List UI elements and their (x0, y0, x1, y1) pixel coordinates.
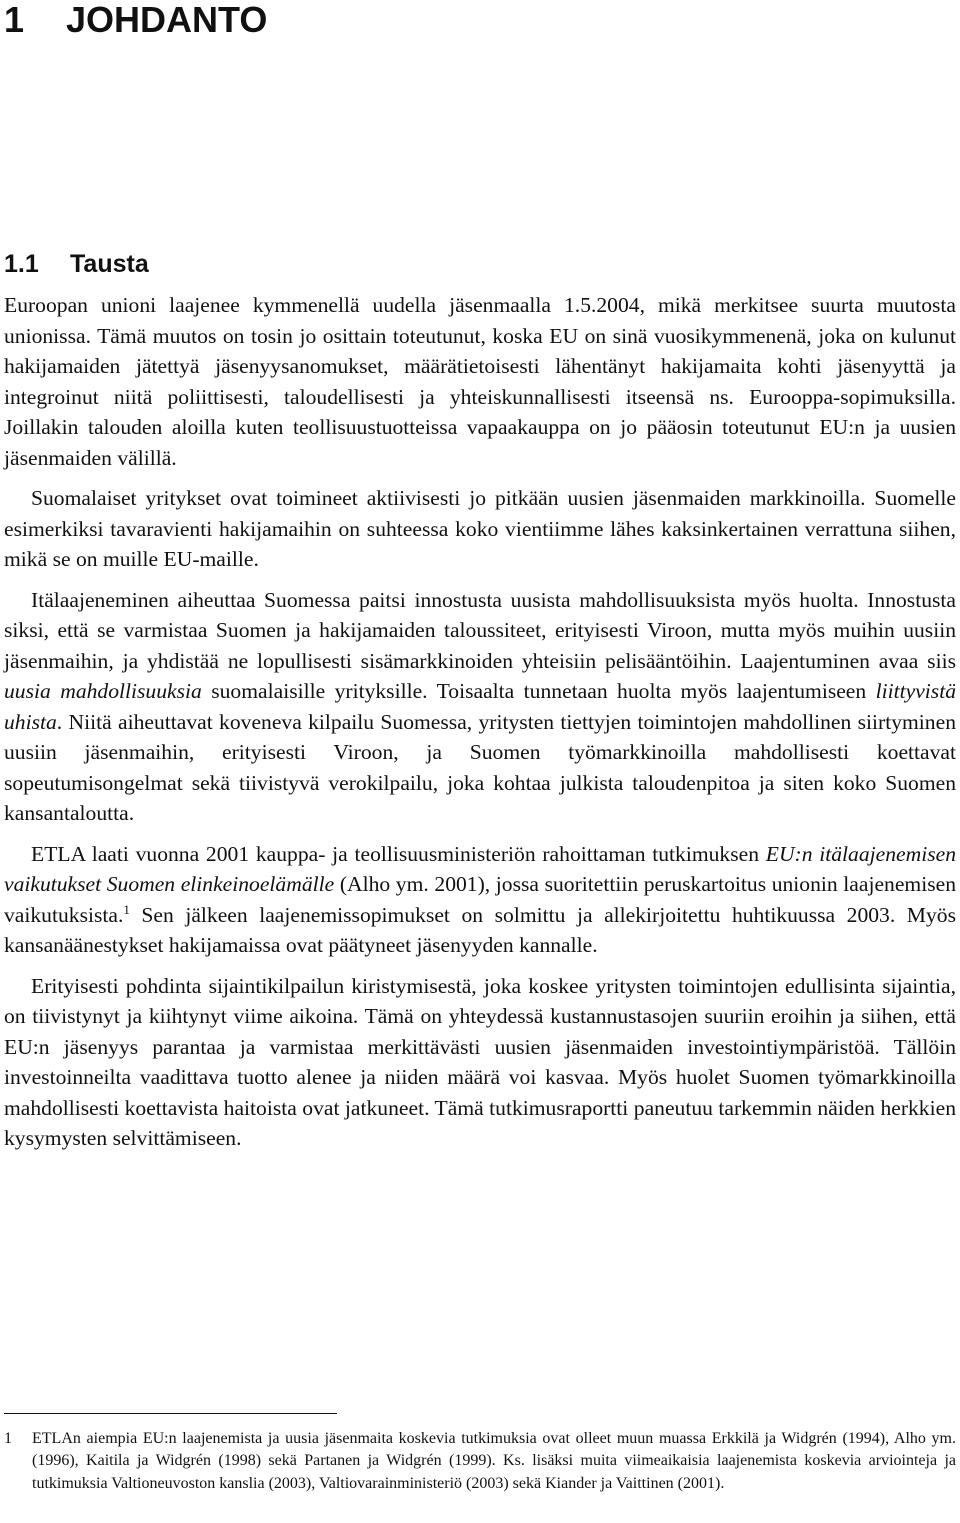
section-heading (4, 248, 149, 280)
footnote-separator (4, 1413, 337, 1414)
paragraph-5: Erityisesti pohdinta sijaintikilpailun kiristymisestä, joka koskee yritysten toimintojen edullisinta sijaintia, on tiivistynyt ja kiihtynyt viime aikoina. Tämä on yhteydessä kustannustasojen suuriin eroihin ja siihen, että EU:n jäsenyys parantaa ja varmistaa merkittävästi uusien jäsenmaiden investointiympäristöä. Tällöin investoinneilta vaadittava tuotto alenee ja niiden määrä voi kasvaa. Myös huolet Suomen työmarkkinoilla mahdollisesti koettavista haitoista ovat jatkuneet. Tämä tutkimusraportti paneutuu tarkemmin näiden herkkien kysymysten selvittämiseen. (4, 973, 956, 1150)
footnote-text: ETLAn aiempia EU:n laajenemista ja uusia jäsenmaita koskevia tutkimuksia ovat olleet muun muassa Erkkilä ja Widgrén (1994), Alho ym. (1996), Kaitila ja Widgrén (1998) sekä Partanen ja Widgrén (1999). Ks. lisäksi muita viimeaikaisia laajenemista koskevia arviointeja ja tutkimuksia Valtioneuvoston kanslia (2003), Valtiovarainministeriö (2003) sekä Kiander ja Vaittinen (2001). (32, 1430, 956, 1492)
body-text (4, 290, 956, 1164)
paragraph-4-part-b: (Alho ym. 2001), jossa suoritettiin peruskartoitus unionin laajenemisen vaikutuksista. (4, 872, 957, 927)
paragraph-1: Euroopan unioni laajenee kymmenellä uudella jäsenmaalla 1.5.2004, mikä merkitsee suurta muutosta unionissa. Tämä muutos on tosin jo osittain toteutunut, koska EU on sinä vuosikymmenenä, joka on kulunut hakijamaiden jätettyä jäsenyysanomukset, määrätietoisesti lähentänyt hakijamaita kohti jäsenyyttä ja integroinut niitä poliittisesti, taloudellisesti ja yhteiskunnallisesti itseensä ns. Eurooppa-sopimuksilla. Joillakin talouden aloilla kuten teollisuustuotteissa vapaakauppa on jo pääosin toteutunut EU:n ja uusien jäsenmaiden välillä. (4, 293, 956, 470)
paragraph-3-part-c: . Niitä aiheuttavat koveneva kilpailu Suomessa, yritysten tiettyjen toimintojen mahdollinen siirtyminen uusiin jäsenmaihin, erityisesti Viroon, ja Suomen työmarkkinoilla mahdollisesti koettavat sopeutumisongelmat sekä tiivistyvä verokilpailu, joka kohtaa julkista taloudenpitoa ja siten koko Suomen kansantaloutta. (4, 709, 956, 825)
paragraph-4 (4, 839, 956, 961)
paragraph-3-part-a: Itälaajeneminen aiheuttaa Suomessa paitsi innostusta uusista mahdollisuuksista myös huolta. Innostusta siksi, että se varmistaa Suomen ja hakijamaiden taloussiteet, erityisesti Viroon, mutta myös muihin uusiin jäsenmaihin, ja yhdistää ne lopullisesti sisämarkkinoiden yhteisiin pelisääntöihin. Laajentuminen avaa siis (4, 587, 956, 673)
paragraph-4-report-title: EU:n itälaajenemisen vaikutukset Suomen elinkeinoelämälle (4, 841, 956, 896)
chapter-number: 1 (4, 0, 25, 40)
paragraph-3-part-b: suomalaisille yrityksille. Toisaalta tunnetaan huolta myös laajentumiseen (201, 679, 876, 703)
section-title: Tausta (70, 250, 149, 278)
paragraph-2: Suomalaiset yritykset ovat toimineet aktiivisesti jo pitkään uusien jäsenmaiden markkinoilla. Suomelle esimerkiksi tavaravienti hakijamaihin on suhteessa koko vientiimme lähes kaksinkertainen verrattuna siihen, mikä se on muille EU-maille. (4, 486, 956, 571)
chapter-heading (4, 0, 267, 42)
chapter-title: JOHDANTO (66, 0, 268, 40)
paragraph-3 (4, 585, 956, 829)
paragraph-3-emphasis-threats: liittyvistä uhista (4, 679, 956, 734)
paragraph-3-emphasis-opportunities: uusia mahdollisuuksia (4, 679, 202, 703)
paragraph-4-part-c: Sen jälkeen laajenemissopimukset on solmittu ja allekirjoitettu huhtikuussa 2003. Myös kansanäänestykset hakijamaissa ovat päätyneet jäsenyyden kannalle. (4, 902, 956, 957)
footnote-mark: 1 (4, 1430, 12, 1447)
paragraph-4-part-a: ETLA laati vuonna 2001 kauppa- ja teollisuusministeriön rahoittaman tutkimuksen (31, 841, 766, 866)
footnote-reference[interactable]: 1 (123, 901, 130, 917)
footnote (4, 1428, 956, 1495)
section-number: 1.1 (4, 250, 39, 278)
